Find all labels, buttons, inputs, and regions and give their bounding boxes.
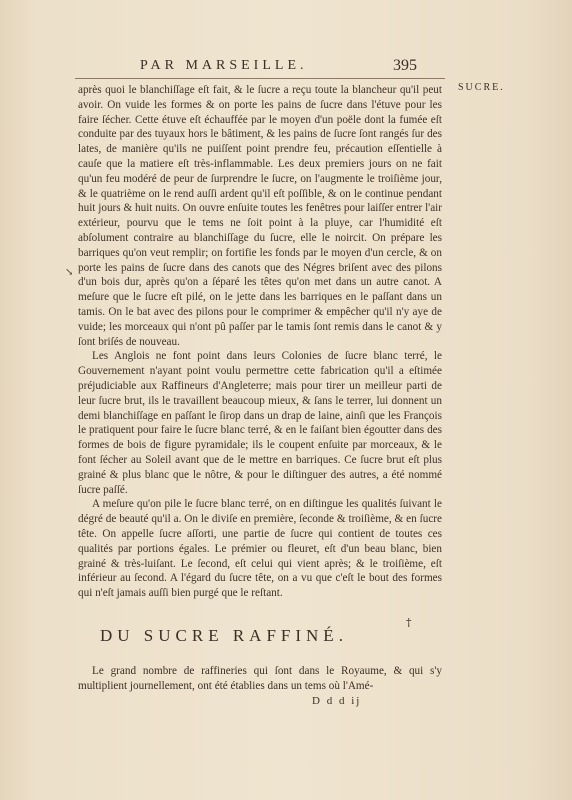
margin-mark: ↘ bbox=[65, 267, 74, 278]
running-head bbox=[0, 58, 572, 78]
section-mark: † bbox=[406, 616, 412, 629]
paragraph: A meſure qu'on pile le ſucre blanc terré, on en diſtingue les qualités ſuivant le dégré de beauté qu'il a. On le diviſe en première, ſeconde & troiſième, & en ſucre tête. On appelle ſucre aſſorti, une partie de ſucre qui contient de toutes ces qualités par portions égales. Le prémier ou fleuret, eſt d'un beau blanc, bien grainé & très-luiſant. Le ſecond, eſt celui qui vient après; & le troiſième, eſt inférieur au ſecond. A l'égard du ſucre tête, on a vu que c'eſt le bout des formes qui n'eſt jamais auſſi bien purgé que le reſtant. bbox=[78, 498, 442, 600]
section-text bbox=[78, 664, 442, 694]
paragraph: Les Anglois ne font point dans leurs Colonies de ſucre blanc terré, le Gouvernement n'ayant point voulu permettre cette fabrication qu'il a eſtimée préjudiciable aux Raffineurs d'Angleterre; mais pour tirer un meilleur parti de leur ſucre brut, ils le travaillent beaucoup mieux, & ſans le terrer, lui donnent un demi blanchiſſage en paſſant le ſirop dans un drap de laine, ainſi que les François le pratiquent pour faire le ſucre blanc terré, & en le faiſant bien égoutter dans des formes de bois de figure pyramidale; ils le coupent enſuite par morceaux, & le font ſécher au Soleil avant que de le mettre en barriques. Ce ſucre brut eſt plus grainé & plus blanc que le nôtre, & pour le diſtinguer des autres, a été nommé ſucre paſſé. bbox=[78, 350, 442, 496]
page-number: 395 bbox=[393, 57, 417, 74]
section-heading: DU SUCRE RAFFINÉ. bbox=[100, 626, 348, 645]
signature-mark: D d d ij bbox=[312, 695, 362, 707]
paragraph: Le grand nombre de raffineries qui ſont dans le Royaume, & qui s'y multiplient journellement, ont été établies dans un tems où l'Amé- bbox=[78, 665, 442, 692]
running-head-title: PAR MARSEILLE. bbox=[140, 58, 308, 73]
body-text bbox=[78, 83, 442, 601]
paragraph: après quoi le blanchiſſage eſt fait, & le ſucre a reçu toute la blancheur qu'il peut avoir. On vuide les formes & on porte les pains de ſucre dans l'étuve pour les faire ſécher. Cette étuve eſt échauffée par le moyen d'un poële dont la fumée eſt conduite par des tuyaux hors le bâtiment, & les pains de ſucre ſont rangés ſur des lates, de manière qu'ils ne puiſſent point prendre feu, précaution eſſentielle à cauſe que la matiere eſt très-inflammable. Les deux premiers jours on ne fait qu'un feu modéré de peur de ſurprendre le ſucre, on l'augmente le troiſième jour, & le quatrième on le rend auſſi ardent qu'il eſt poſſible, & on le continue pendant huit jours & huit nuits. On ouvre enſuite toutes les fenêtres pour laiſſer entrer l'air extérieur, pourvu que le tems ne ſoit point à la pluye, car l'humidité eſt abſolument contraire au blanchiſſage du ſucre, elle le noircit. On prépare les barriques qu'on veut remplir; on fortifie les fonds par le moyen d'un cercle, & on porte les pains de ſucre dans des canots que des Négres briſent avec des pilons d'un bois dur, après qu'on a ſéparé les têtes qu'on met dans un autre canot. A meſure que le ſucre eſt pilé, on le jette dans les barriques en le paſſant dans un tamis. On le bat avec des pilons pour le comprimer & empêcher qu'il n'y aye de vuide; les morceaux qui n'ont pû paſſer par le tamis ſont remis dans le canot & y ſont briſés de nouveau. bbox=[78, 84, 442, 348]
margin-note: SUCRE. bbox=[458, 82, 505, 93]
header-rule bbox=[75, 78, 445, 79]
